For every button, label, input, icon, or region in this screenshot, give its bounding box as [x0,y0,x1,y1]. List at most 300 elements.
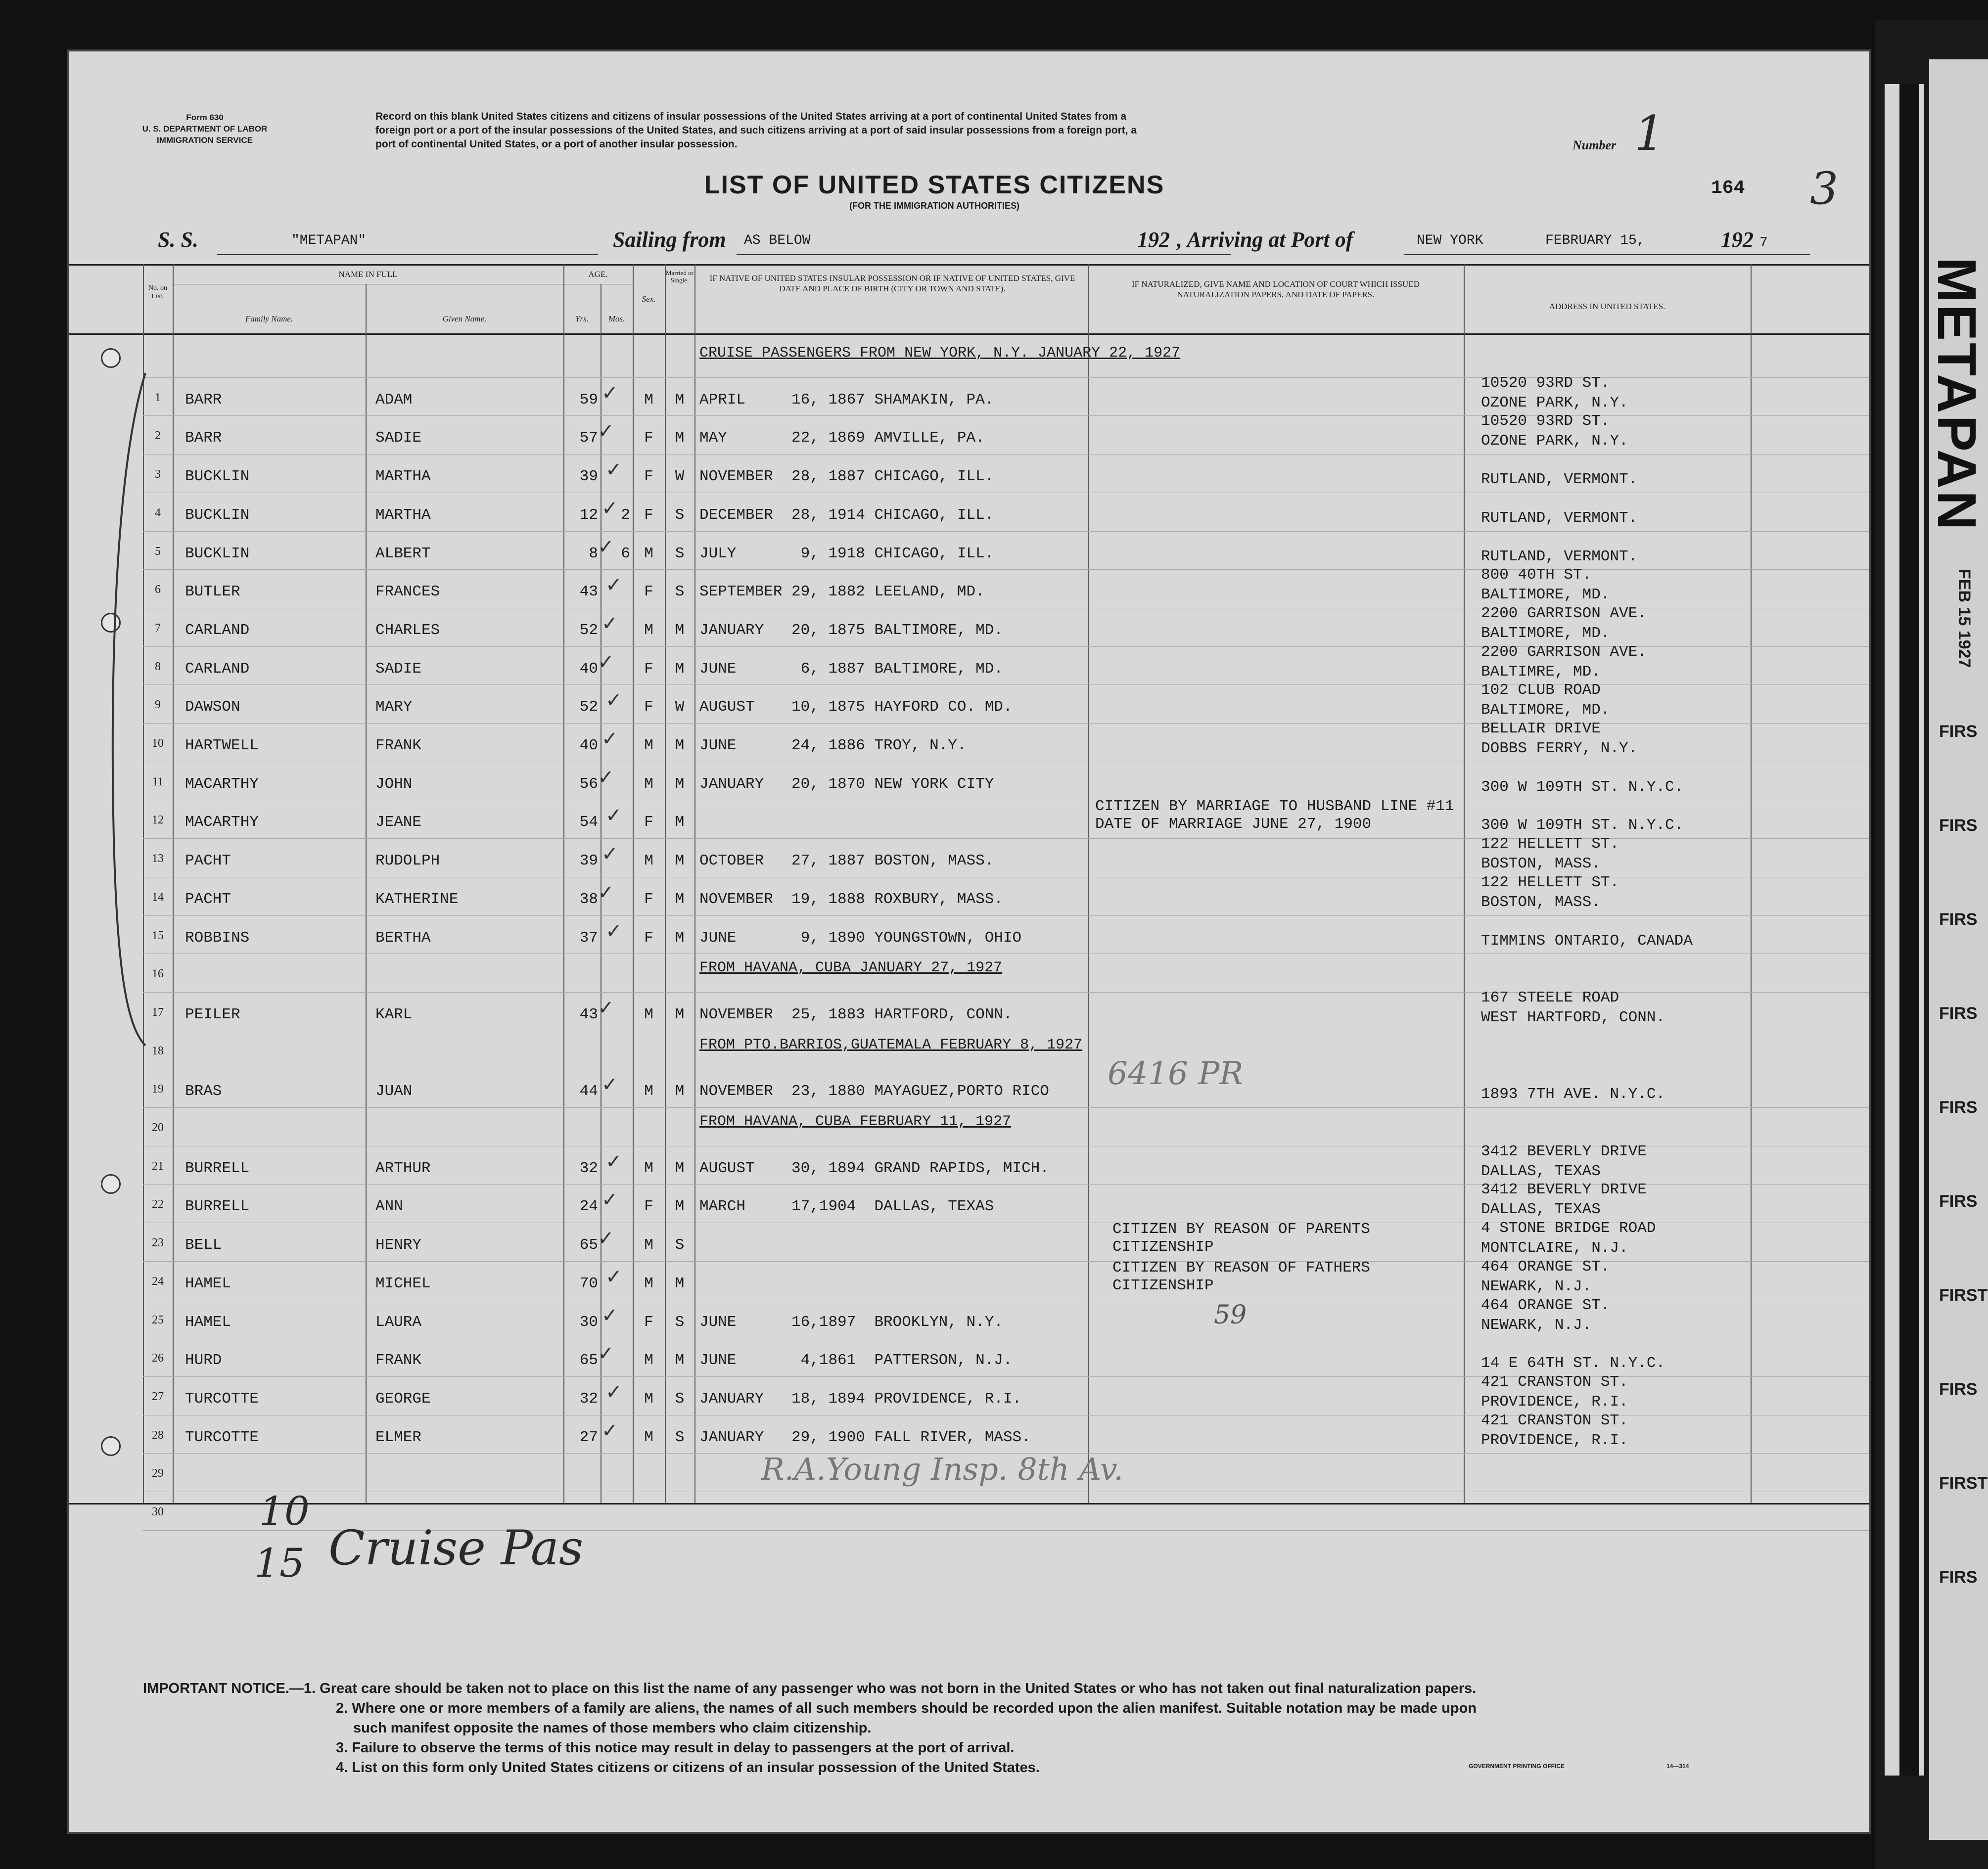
cell-address-line-1: 2200 GARRISON AVE. [1481,604,1647,622]
edge-stamp-ship: METAPAN [1926,257,1987,532]
ship-name: "METAPAN" [291,233,367,248]
sailing-label: Sailing from [613,228,726,252]
check-mark-icon: ✓ [601,843,618,866]
cell-given: BERTHA [375,929,431,947]
cell-sex: M [644,852,653,870]
cell-ms: M [675,890,685,908]
sailing-underline [737,254,1231,255]
cell-yrs: 30 [579,1313,598,1331]
record-text-line-2: foreign port or a port of the insular possessions of the United States, and such citizens arriving at a port of said insular possessions from a foreign port, a [375,125,1137,136]
cell-address-line-1: 3412 BEVERLY DRIVE [1481,1142,1647,1160]
cell-no: 30 [152,1505,164,1518]
edge-first-label: FIRS [1939,1380,1978,1399]
cell-family: BRAS [185,1083,222,1100]
cell-no: 1 [155,391,161,404]
cell-yrs: 27 [579,1428,598,1446]
cell-address-line-1: 3412 BEVERLY DRIVE [1481,1181,1647,1199]
cell-family: TURCOTTE [185,1390,259,1408]
cell-family: BARR [185,391,222,409]
cell-birth: NOVEMBER 23, 1880 MAYAGUEZ,PORTO RICO [699,1083,1049,1100]
cell-birth: JUNE 9, 1890 YOUNGSTOWN, OHIO [699,929,1022,947]
cell-sex: F [644,660,653,678]
row-rule [143,415,1869,416]
cell-address-line-2: WEST HARTFORD, CONN. [1481,1008,1665,1026]
cell-ms: M [675,775,685,793]
col-header-mos: Mos. [608,314,625,323]
cell-sex: M [644,1083,653,1100]
handwritten-tally-15: 15 [254,1540,305,1586]
arrival-port: NEW YORK [1417,233,1483,248]
cell-birth: JUNE 6, 1887 BALTIMORE, MD. [699,660,1003,678]
cell-sex: F [644,890,653,908]
check-mark-icon: ✓ [601,728,618,750]
cell-address-line-2: OZONE PARK, N.Y. [1481,432,1628,450]
cell-address-line-2: RUTLAND, VERMONT. [1481,471,1638,489]
edge-first-label: FIRS [1939,910,1978,929]
cell-given: MARTHA [375,506,431,524]
page-subtitle: (FOR THE IMMIGRATION AUTHORITIES) [849,201,1019,211]
cell-given: GEORGE [375,1390,431,1408]
col-header-yrs: Yrs. [575,314,589,323]
cell-address-line-2: NEWARK, N.J. [1481,1316,1592,1334]
cell-sex: M [644,775,653,793]
cell-sex: F [644,929,653,947]
page-title: LIST OF UNITED STATES CITIZENS [704,171,1165,199]
edge-first-label: FIRS [1939,816,1978,835]
cell-ms: W [675,698,685,716]
check-mark-icon: ✓ [598,420,614,443]
cell-family: ROBBINS [185,929,250,947]
cell-given: CHARLES [375,621,440,639]
cell-birth: NOVEMBER 19, 1888 ROXBURY, MASS. [699,890,1003,908]
check-mark-icon: ✓ [605,919,622,943]
cell-yrs: 24 [579,1198,598,1216]
edge-first-label: FIRS [1939,1192,1978,1211]
cell-birth: MAY 22, 1869 AMVILLE, PA. [699,429,985,447]
cell-given: KARL [375,1005,413,1023]
cell-sex: M [644,545,653,562]
row-rule [143,684,1869,685]
row-rule [143,569,1869,570]
cell-ms: M [675,929,685,947]
cell-birth: JANUARY 29, 1900 FALL RIVER, MASS. [699,1428,1031,1446]
cell-naturalization: CITIZEN BY REASON OF FATHERS [1112,1259,1370,1276]
cell-birth: JANUARY 20, 1870 NEW YORK CITY [699,775,994,793]
check-mark-icon: ✓ [598,996,614,1019]
edge-first-label: FIRS [1939,722,1978,741]
cell-no: 17 [152,1005,164,1019]
cell-ms: M [675,1275,685,1292]
cell-address-line-1: 421 CRANSTON ST. [1481,1373,1628,1391]
cell-given: FRANCES [375,583,440,601]
cell-family: HAMEL [185,1313,231,1331]
cell-given: MARY [375,698,413,716]
record-text-line-3: port of continental United States, or a port of another insular possession. [375,138,738,150]
cell-address-line-2: BALTIMRE, MD. [1481,663,1601,681]
edge-first-label: FIRST [1939,1474,1988,1493]
cell-no: 3 [155,468,161,481]
col-header-address: ADDRESS IN UNITED STATES. [1549,302,1665,311]
cell-yrs: 32 [579,1159,598,1177]
cell-birth: JANUARY 20, 1875 BALTIMORE, MD. [699,621,1003,639]
cell-sex: M [644,1275,653,1292]
cell-address-line-1: 122 HELLETT ST. [1481,835,1619,853]
cell-no: 4 [155,506,161,519]
check-mark-icon: ✓ [605,689,622,712]
department-name: U. S. DEPARTMENT OF LABOR [142,124,268,134]
check-mark-icon: ✓ [605,1150,622,1173]
year-2: 192 [1721,228,1754,252]
col-header-name-in-full: NAME IN FULL [338,270,398,279]
cell-ms: M [675,391,685,409]
cell-birth: JANUARY 18, 1894 PROVIDENCE, R.I. [699,1390,1022,1408]
notice-item-4: 4. List on this form only United States citizens or citizens of an insular possession of the United States. [336,1760,1040,1776]
cell-family: PACHT [185,890,231,908]
number-label: Number [1572,138,1617,152]
cell-family: HURD [185,1352,222,1369]
check-mark-icon: ✓ [601,1073,618,1096]
check-mark-icon: ✓ [598,1227,614,1250]
cell-given: ANN [375,1198,403,1216]
year-2-suffix: 7 [1759,235,1768,251]
cell-sex: F [644,698,653,716]
cell-address-line-2: MONTCLAIRE, N.J. [1481,1239,1628,1257]
handwritten-pr-note: 6416 PR [1108,1055,1244,1092]
arrival-date: FEBRUARY 15, [1545,233,1645,248]
cell-yrs: 44 [579,1083,598,1100]
group-bracket-mark [106,368,150,1050]
check-mark-icon: ✓ [605,804,622,827]
cell-address-line-1: 167 STEELE ROAD [1481,989,1619,1006]
cell-family: MACARTHY [185,814,259,831]
cell-address-line-2: 300 W 109TH ST. N.Y.C. [1481,817,1684,834]
check-mark-icon: ✓ [598,650,614,674]
cell-address-line-2: BALTIMORE, MD. [1481,701,1610,719]
col-line [1464,264,1465,1503]
cell-birth: AUGUST 30, 1894 GRAND RAPIDS, MICH. [699,1159,1049,1177]
check-mark-icon: ✓ [601,1419,618,1442]
cell-given: FRANK [375,1352,422,1369]
check-mark-icon: ✓ [601,497,618,520]
cell-ms: M [675,1198,685,1216]
col-line [1751,264,1752,1503]
cell-given: LAURA [375,1313,422,1331]
cell-sex: M [644,737,653,754]
cell-address-line-1: 2200 GARRISON AVE. [1481,643,1647,661]
row-rule [143,454,1869,455]
cell-no: 16 [152,967,164,981]
cell-address-line-2: BOSTON, MASS. [1481,855,1601,873]
cell-yrs: 8 [589,545,598,562]
cell-given: ADAM [375,391,413,409]
form-number: Form 630 [186,113,224,122]
cell-naturalization-cont: CITIZENSHIP [1112,1238,1214,1256]
cell-sex: F [644,429,653,447]
cell-sex: F [644,1313,653,1331]
cell-yrs: 39 [579,852,598,870]
check-mark-icon: ✓ [601,1188,618,1212]
cell-family: BUCKLIN [185,468,250,486]
cell-birth: OCTOBER 27, 1887 BOSTON, MASS. [699,852,994,870]
row-rule [143,531,1869,532]
cell-ms: S [675,1236,685,1254]
cell-address-line-2: 14 E 64TH ST. N.Y.C. [1481,1355,1665,1372]
cell-no: 27 [152,1390,164,1403]
adjacent-page-gutter [1899,84,1919,1776]
cell-no: 23 [152,1236,164,1250]
ss-label: S. S. [158,228,198,252]
cell-birth: NOVEMBER 28, 1887 CHICAGO, ILL. [699,468,994,486]
cell-address-line-2: DOBBS FERRY, N.Y. [1481,740,1638,757]
cell-sex: M [644,1005,653,1023]
cell-ms: M [675,1159,685,1177]
cell-sex: M [644,1428,653,1446]
cell-yrs: 52 [579,698,598,716]
cell-ms: M [675,429,685,447]
handwritten-tally-10: 10 [259,1488,310,1534]
cell-yrs: 70 [579,1275,598,1292]
check-mark-icon: ✓ [605,1380,622,1404]
handwritten-number: 59 [1214,1300,1247,1330]
cell-yrs: 40 [579,737,598,754]
cell-sex: M [644,1159,653,1177]
cell-sex: M [644,1390,653,1408]
punch-hole [101,1174,121,1194]
printer-imprint: GOVERNMENT PRINTING OFFICE [1469,1763,1565,1770]
cell-address-line-2: DALLAS, TEXAS [1481,1201,1601,1219]
check-mark-icon: ✓ [598,881,614,904]
edge-first-label: FIRS [1939,1568,1978,1587]
sailing-from: AS BELOW [744,233,811,248]
cell-family: HAMEL [185,1275,231,1292]
row-rule [143,377,1869,378]
cell-yrs: 65 [579,1352,598,1369]
check-mark-icon: ✓ [601,1304,618,1327]
col-header-given-name: Given Name. [442,314,487,323]
cell-family: HARTWELL [185,737,259,754]
edge-stamp-date: FEB 15 1927 [1955,569,1974,668]
cell-yrs: 40 [579,660,598,678]
cell-ms: M [675,1083,685,1100]
handwritten-cruise: Cruise Pas [328,1520,584,1576]
service-name: IMMIGRATION SERVICE [157,136,253,145]
manifest-page [67,49,1871,1834]
col-header-no: No. on List. [148,284,168,300]
row-rule [143,723,1869,724]
cell-no: 29 [152,1467,164,1480]
cell-ms: S [675,1313,685,1331]
cell-no: 12 [152,814,164,827]
printer-number: 14—314 [1666,1763,1689,1770]
cell-address-line-1: 464 ORANGE ST. [1481,1258,1610,1276]
col-line [366,284,367,1503]
cell-address-line-2: BALTIMORE, MD. [1481,586,1610,604]
cell-given: FRANK [375,737,422,754]
cell-family: BARR [185,429,222,447]
cell-given: ELMER [375,1428,422,1446]
cell-no: 24 [152,1275,164,1288]
col-header-sex: Sex. [642,294,656,304]
cell-ms: M [675,621,685,639]
arriving-label: , Arriving at Port of [1177,228,1353,252]
cell-yrs: 43 [579,583,598,601]
cell-ms: S [675,583,685,601]
cell-ms: S [675,545,685,562]
col-header-married: Married or Single. [666,269,693,284]
table-top-border [69,264,1869,266]
cell-ms: M [675,1352,685,1369]
cell-given: MARTHA [375,468,431,486]
cell-naturalization-cont: CITIZENSHIP [1112,1276,1214,1294]
cell-given: HENRY [375,1236,422,1254]
cell-family: TURCOTTE [185,1428,259,1446]
cell-yrs: 65 [579,1236,598,1254]
cell-sex: F [644,814,653,831]
form-id-block [123,112,286,146]
cell-no: 15 [152,929,164,942]
check-mark-icon: ✓ [601,381,618,405]
cell-address-line-2: DALLAS, TEXAS [1481,1162,1601,1180]
cell-naturalization-cont: DATE OF MARRIAGE JUNE 27, 1900 [1095,816,1372,833]
cell-ms: M [675,814,685,831]
corner-mark: 3 [1810,163,1839,215]
cell-address-line-2: NEWARK, N.J. [1481,1277,1592,1295]
cell-birth: APRIL 16, 1867 SHAMAKIN, PA. [699,391,994,409]
cell-given: SADIE [375,429,422,447]
cell-no: 14 [152,890,164,904]
punch-hole [101,348,121,368]
notice-item-1: —1. Great care should be taken not to place on this list the name of any passenger who was not born in the United States or who has not taken out final naturalization papers. [289,1681,1477,1696]
cell-given: SADIE [375,660,422,678]
cell-address-line-1: 4 STONE BRIDGE ROAD [1481,1220,1656,1237]
cell-yrs: 54 [579,814,598,831]
edge-first-label: FIRST [1939,1286,1988,1305]
cell-family: BUCKLIN [185,506,250,524]
cell-address-line-2: RUTLAND, VERMONT. [1481,509,1638,527]
cell-address-line-2: PROVIDENCE, R.I. [1481,1431,1628,1449]
cell-ms: S [675,1390,685,1408]
check-mark-icon: ✓ [605,574,622,597]
cell-yrs: 56 [579,775,598,793]
cell-family: BUTLER [185,583,240,601]
check-mark-icon: ✓ [601,612,618,635]
cell-sex: M [644,391,653,409]
cell-yrs: 12 [579,506,598,524]
cell-no: 5 [155,545,161,558]
cell-naturalization: CITIZEN BY REASON OF PARENTS [1112,1221,1370,1238]
edge-first-label: FIRS [1939,1098,1978,1117]
cell-family: BELL [185,1236,222,1254]
cell-yrs: 43 [579,1005,598,1023]
cell-yrs: 52 [579,621,598,639]
cell-address-line-1: BELLAIR DRIVE [1481,720,1601,737]
cell-given: KATHERINE [375,890,459,908]
port-underline [1404,254,1810,255]
cell-no: 9 [155,698,161,712]
cell-ms: M [675,1005,685,1023]
cell-address-line-1: 464 ORANGE ST. [1481,1296,1610,1314]
check-mark-icon: ✓ [605,1265,622,1288]
cell-address-line-1: 10520 93RD ST. [1481,374,1610,392]
check-mark-icon: ✓ [598,1342,614,1366]
cell-yrs: 57 [579,429,598,447]
cell-birth: SEPTEMBER 29, 1882 LEELAND, MD. [699,583,985,601]
cell-family: PACHT [185,852,231,870]
cell-ms: S [675,1428,685,1446]
cell-birth: NOVEMBER 25, 1883 HARTFORD, CONN. [699,1005,1013,1023]
cell-family: BURRELL [185,1198,250,1216]
check-mark-icon: ✓ [605,458,622,482]
cell-ms: M [675,737,685,754]
cell-ms: S [675,506,685,524]
col-header-family-name: Family Name. [245,314,293,323]
cell-given: RUDOLPH [375,852,440,870]
cell-family: DAWSON [185,698,240,716]
handwritten-inspector: R.A.Young Insp. 8th Av. [761,1451,1123,1487]
cell-no: 21 [152,1159,164,1173]
cell-sex: M [644,621,653,639]
check-mark-icon: ✓ [598,766,614,789]
cell-birth: FROM HAVANA, CUBA FEBRUARY 11, 1927 [699,1113,1012,1130]
cell-yrs: 38 [579,890,598,908]
cell-family: CARLAND [185,621,250,639]
cell-address-line-1: 421 CRANSTON ST. [1481,1412,1628,1429]
cell-birth: JUNE 4,1861 PATTERSON, N.J. [699,1352,1013,1369]
cell-yrs: 59 [579,391,598,409]
cell-birth: CRUISE PASSENGERS FROM NEW YORK, N.Y. JANUARY 22, 1927 [699,345,1181,362]
cell-address-line-2: 300 W 109TH ST. N.Y.C. [1481,778,1684,796]
col-header-native: IF NATIVE OF UNITED STATES INSULAR POSSESSION OR IF NATIVE OF UNITED STATES, GIVE DATE AND PLACE OF BIRTH (CITY OR TOWN AND STATE). [709,274,1075,293]
cell-address-line-2: RUTLAND, VERMONT. [1481,547,1638,565]
table-header-border [69,333,1869,335]
cell-ms: M [675,852,685,870]
cell-given: ALBERT [375,545,431,562]
cell-given: MICHEL [375,1275,431,1292]
col-line [1088,264,1089,1503]
cell-yrs: 37 [579,929,598,947]
cell-yrs: 39 [579,468,598,486]
cell-address-line-1: 800 40TH ST. [1481,566,1592,584]
cell-family: BURRELL [185,1159,250,1177]
col-line [694,264,695,1503]
table-bottom-border [69,1503,1869,1504]
cell-no: 2 [155,429,161,443]
row-rule [143,1107,1869,1108]
cell-no: 6 [155,583,161,596]
record-text-line-1: Record on this blank United States citizens and citizens of insular possessions of the United States arriving at a port of continental United States from a [375,111,1127,122]
cell-birth: DECEMBER 28, 1914 CHICAGO, ILL. [699,506,994,524]
cell-no: 18 [152,1044,164,1057]
cell-birth: JUNE 16,1897 BROOKLYN, N.Y. [699,1313,1003,1331]
col-header-age: AGE. [588,270,608,279]
notice-item-3: 3. Failure to observe the terms of this notice may result in delay to passengers at the port of arrival. [336,1740,1015,1756]
cell-no: 22 [152,1198,164,1211]
cell-no: 10 [152,737,164,750]
cell-given: ARTHUR [375,1159,431,1177]
cell-no: 13 [152,852,164,866]
notice-item-2: 2. Where one or more members of a family are aliens, the names of all such members should be recorded upon the alien manifest. Suitable notation may be made upon [336,1700,1477,1716]
cell-address-line-1: 122 HELLETT ST. [1481,873,1619,891]
cell-address-line-2: PROVIDENCE, R.I. [1481,1393,1628,1411]
cell-sex: M [644,1352,653,1369]
cell-sex: M [644,1236,653,1254]
cell-given: JOHN [375,775,413,793]
cell-address-line-1: 102 CLUB ROAD [1481,682,1601,699]
cell-birth: AUGUST 10, 1875 HAYFORD CO. MD. [699,698,1013,716]
cell-given: JUAN [375,1083,413,1100]
cell-family: BUCKLIN [185,545,250,562]
notice-heading: IMPORTANT NOTICE. [143,1681,289,1696]
